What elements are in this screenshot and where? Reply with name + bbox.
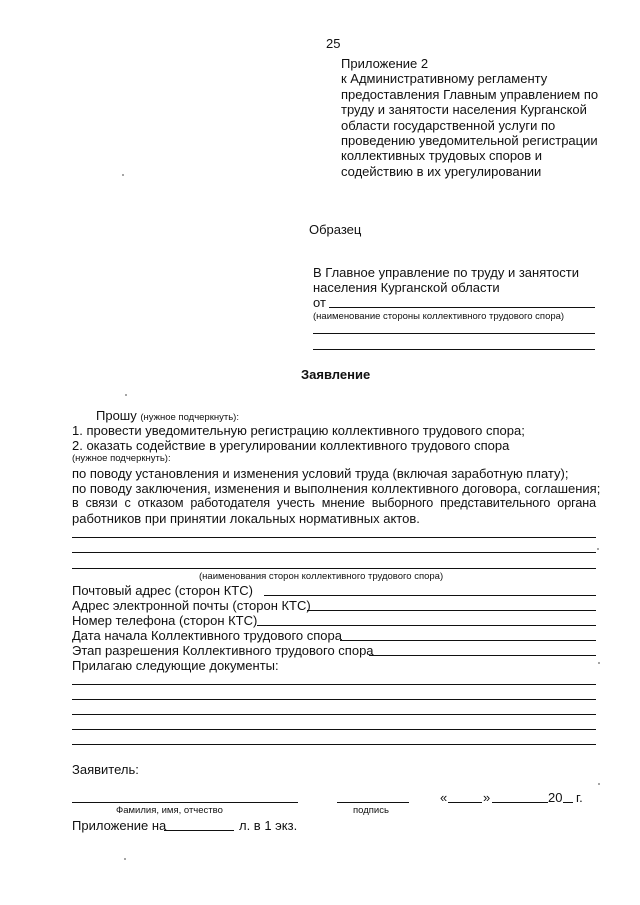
fio-hint: Фамилия, имя, отчество (116, 805, 223, 816)
scan-speck (122, 174, 124, 176)
phone-label: Номер телефона (сторон КТС) (72, 613, 258, 628)
pages-field[interactable] (164, 830, 234, 831)
applicant-label: Заявитель: (72, 762, 139, 777)
attach-field-1[interactable] (72, 684, 596, 685)
stage-label: Этап разрешения Коллективного трудового спора (72, 643, 374, 658)
reason-1: по поводу установления и изменения условий труда (включая заработную плату); (72, 466, 569, 481)
postal-label: Почтовый адрес (сторон КТС) (72, 583, 253, 598)
attach-label: Прилагаю следующие документы: (72, 658, 279, 673)
quote-open: « (440, 790, 448, 805)
sample-label: Образец (309, 222, 362, 237)
start-date-field[interactable] (340, 640, 596, 641)
appendix-line: Приложение 2 (341, 56, 429, 71)
appendix-line: к Административному регламенту (341, 71, 548, 87)
scan-speck (125, 394, 127, 396)
addressee-line1: В Главное управление по труду и занятости (313, 265, 579, 280)
year-field[interactable] (563, 802, 573, 803)
appendix-block (341, 56, 598, 179)
parties-field-1[interactable] (72, 537, 596, 538)
attach-field-3[interactable] (72, 714, 596, 715)
scan-speck (598, 783, 600, 785)
quote-close: » (483, 790, 491, 805)
appendix-line: области государственной услуги по (341, 117, 556, 133)
parties-hint: (наименования сторон коллективного трудового спора) (199, 571, 444, 582)
signature-hint: подпись (353, 805, 389, 816)
scan-speck (597, 548, 599, 550)
request-line (96, 408, 239, 423)
reason-3b: работников при принятии локальных нормативных актов. (72, 511, 420, 526)
day-field[interactable] (448, 802, 482, 803)
appendix-line: коллективных трудовых споров и (341, 148, 543, 164)
stage-field[interactable] (369, 655, 596, 656)
email-label: Адрес электронной почты (сторон КТС) (72, 598, 311, 613)
start-date-label: Дата начала Коллективного трудового спора (72, 628, 342, 643)
signature-field[interactable] (337, 802, 409, 803)
parties-field-3[interactable] (72, 568, 596, 569)
appendix-line: содействию в их урегулировании (341, 163, 542, 179)
appendix-line: проведению уведомительной регистрации (341, 133, 598, 149)
reason-3a: в связи с отказом работодателя учесть мнение выборного представительного органа (72, 496, 596, 510)
fio-field[interactable] (72, 802, 298, 803)
attach-field-2[interactable] (72, 699, 596, 700)
scan-speck (598, 662, 600, 664)
appendix-line: предоставления Главным управлением по (341, 86, 599, 102)
appendix-line: труду и занятости населения Курганской (341, 102, 587, 118)
from-field-extra-1[interactable] (313, 333, 595, 334)
footer-suffix: л. в 1 экз. (239, 818, 298, 833)
addressee-line2: населения Курганской области (313, 280, 500, 295)
year-suffix: г. (576, 790, 583, 805)
email-field[interactable] (307, 610, 596, 611)
postal-field[interactable] (264, 595, 596, 596)
request-item-1: 1. провести уведомительную регистрацию коллективного трудового спора; (72, 423, 525, 438)
scan-speck (124, 858, 126, 860)
reason-2: по поводу заключения, изменения и выполнения коллективного договора, соглашения; (72, 481, 601, 496)
year-prefix: 20 (548, 790, 563, 805)
footer-prefix: Приложение на (72, 818, 167, 833)
from-field-extra-2[interactable] (313, 349, 595, 350)
from-hint: (наименование стороны коллективного трудового спора) (313, 311, 565, 322)
from-label: от (313, 295, 326, 310)
attach-field-5[interactable] (72, 744, 596, 745)
attach-field-4[interactable] (72, 729, 596, 730)
request-prefix: Прошу (96, 408, 137, 423)
page-number: 25 (326, 36, 341, 51)
parties-field-2[interactable] (72, 552, 596, 553)
phone-field[interactable] (257, 625, 596, 626)
request-hint: (нужное подчеркнуть): (140, 412, 239, 423)
document-title: Заявление (301, 367, 371, 382)
request-hint-2: (нужное подчеркнуть): (72, 453, 171, 464)
request-item-2: 2. оказать содействие в урегулировании коллективного трудового спора (72, 438, 510, 453)
month-field[interactable] (492, 802, 548, 803)
from-field[interactable] (329, 307, 595, 308)
